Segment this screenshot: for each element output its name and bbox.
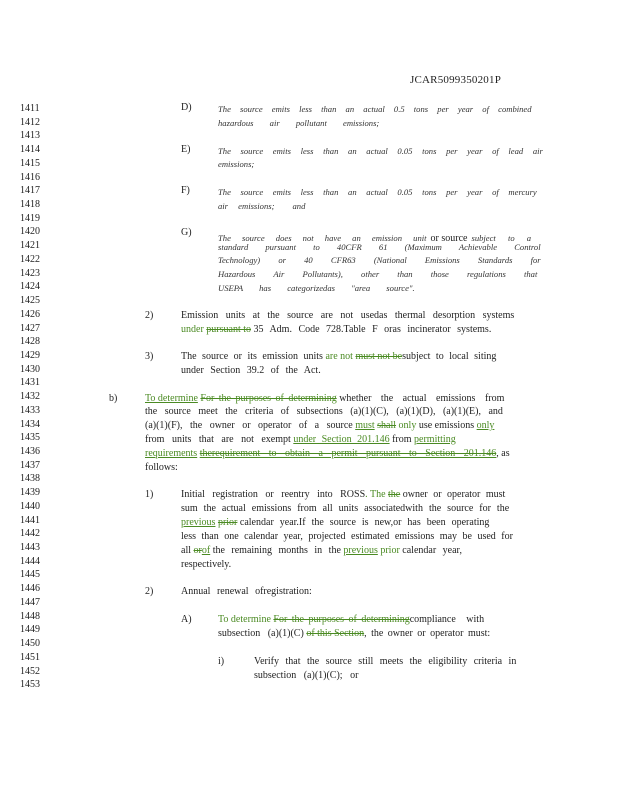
line-number: 1420 xyxy=(20,226,40,238)
line-number: 1445 xyxy=(20,569,40,581)
sub-label-1: 1) xyxy=(145,489,154,500)
line-number: 1428 xyxy=(20,336,40,348)
item-3-line-2: under Section 39.2 of the Act. xyxy=(181,365,321,376)
line-number: 1414 xyxy=(20,144,40,156)
document-id-header: JCAR5099350201P xyxy=(410,74,502,86)
line-number: 1427 xyxy=(20,322,40,334)
sub-1-line-5: all orof the remaining months in the previous prior calendar year, xyxy=(181,545,462,556)
line-number: 1441 xyxy=(20,514,40,526)
line-number: 1433 xyxy=(20,404,40,416)
line-number: 1416 xyxy=(20,171,40,183)
item-e-line-2: emissions; xyxy=(218,159,255,169)
line-number: 1434 xyxy=(20,418,40,430)
item-2-line-1: Emission units at the source are not usedas thermal desorption systems xyxy=(181,310,515,321)
item-label-3: 3) xyxy=(145,351,154,362)
item-label-d: D) xyxy=(181,102,192,113)
line-number: 1437 xyxy=(20,459,40,471)
line-number: 1421 xyxy=(20,240,40,252)
para-b-line-5: requirements therequirement to obtain a permit pursuant to Section 201.146, as xyxy=(145,448,510,459)
line-number: 1425 xyxy=(20,295,40,307)
line-number: 1435 xyxy=(20,432,40,444)
item-d-line-1: The source emits less than an actual 0.5 tons per year of combined xyxy=(218,104,532,114)
line-number: 1424 xyxy=(20,281,40,293)
para-b-line-1: To determine For the purposes of determining whether the actual emissions from xyxy=(145,393,505,404)
sub-2-i-line-1: Verify that the source still meets the eligibility criteria in xyxy=(254,656,517,667)
item-g-line-3: Technology) or 40 CFR63 (National Emissions Standards for xyxy=(218,255,541,265)
line-number: 1430 xyxy=(20,363,40,375)
sub-1-line-4: less than one calendar year, projected estimated emissions may be used for xyxy=(181,531,513,542)
item-label-g: G) xyxy=(181,227,192,238)
line-number: 1429 xyxy=(20,349,40,361)
line-number: 1412 xyxy=(20,116,40,128)
sub-2-a-line-1: To determine For the purposes of determiningcompliance with xyxy=(218,614,485,625)
item-2-line-2: under pursuant to 35 Adm. Code 728.Table F oras incinerator systems. xyxy=(181,324,492,335)
line-number: 1415 xyxy=(20,157,40,169)
line-number: 1417 xyxy=(20,185,40,197)
line-number: 1413 xyxy=(20,130,40,142)
line-number: 1436 xyxy=(20,446,40,457)
line-number: 1446 xyxy=(20,583,40,595)
sub-1-line-2: sum the actual emissions from all units associatedwith the source for the xyxy=(181,503,510,514)
item-label-f: F) xyxy=(181,185,190,196)
line-number: 1443 xyxy=(20,542,40,554)
line-number: 1423 xyxy=(20,267,40,279)
item-f-line-2: air emissions; and xyxy=(218,201,306,211)
item-g-line-5: USEPA has categorizedas "area source". xyxy=(218,283,415,293)
line-number: 1419 xyxy=(20,212,40,224)
item-e-line-1: The source emits less than an actual 0.05 tons per year of lead air xyxy=(218,146,543,156)
line-number: 1451 xyxy=(20,651,40,663)
item-g-line-2: standard pursuant to 40CFR 61 (Maximum Achievable Control xyxy=(218,242,541,252)
line-number: 1453 xyxy=(20,679,40,691)
item-label-2: 2) xyxy=(145,310,154,321)
sub-1-line-6: respectively. xyxy=(181,559,232,570)
line-number: 1418 xyxy=(20,199,40,211)
item-3-line-1: The source or its emission units are not must not besubject to local siting xyxy=(181,351,497,362)
sub-2-i-line-2: subsection (a)(1)(C); or xyxy=(254,670,359,681)
line-number: 1444 xyxy=(20,555,40,567)
line-number: 1422 xyxy=(20,253,40,265)
item-d-line-2: hazardous air pollutant emissions; xyxy=(218,118,380,128)
sub-label-2: 2) xyxy=(145,586,154,597)
para-b-line-2: the source meet the criteria of subsections (a)(1)(C), (a)(1)(D), (a)(1)(E), and xyxy=(145,406,503,417)
line-number: 1442 xyxy=(20,528,40,540)
item-g-line-1: The source does not have an emission unit or source subject to a xyxy=(218,233,532,244)
line-number: 1426 xyxy=(20,308,40,320)
line-number: 1447 xyxy=(20,596,40,608)
sub-2-a-line-2: subsection (a)(1)(C) of this Section, the owner or operator must: xyxy=(218,628,491,639)
line-number: 1440 xyxy=(20,500,40,512)
para-label-b: b) xyxy=(109,393,118,404)
item-label-e: E) xyxy=(181,144,191,155)
sub-2-label-a: A) xyxy=(181,614,192,625)
line-number: 1449 xyxy=(20,624,40,636)
line-number: 1452 xyxy=(20,665,40,677)
item-g-line-4: Hazardous Air Pollutants), other than those regulations that xyxy=(218,269,538,279)
para-b-line-6: follows: xyxy=(145,462,178,473)
para-b-line-4: from units that are not exempt under Section 201.146 from permitting xyxy=(145,434,456,445)
line-number: 1432 xyxy=(20,391,40,403)
line-number: 1438 xyxy=(20,473,40,485)
sub-1-line-1: Initial registration or reentry into ROSS. The the owner or operator must xyxy=(181,489,506,500)
line-number: 1439 xyxy=(20,487,40,499)
line-number: 1448 xyxy=(20,610,40,622)
sub-2-line-1: Annual renewal ofregistration: xyxy=(181,586,312,597)
line-number: 1450 xyxy=(20,638,40,650)
line-number: 1411 xyxy=(20,103,40,114)
sub-1-line-3: previous prior calendar year.If the source is new,or has been operating xyxy=(181,517,490,528)
para-b-line-3: (a)(1)(F), the owner or operator of a source must shall only use emissions only xyxy=(145,420,495,431)
line-number: 1431 xyxy=(20,377,40,389)
item-f-line-1: The source emits less than an actual 0.05 tons per year of mercury xyxy=(218,187,537,197)
sub-2-label-i: i) xyxy=(218,656,225,667)
